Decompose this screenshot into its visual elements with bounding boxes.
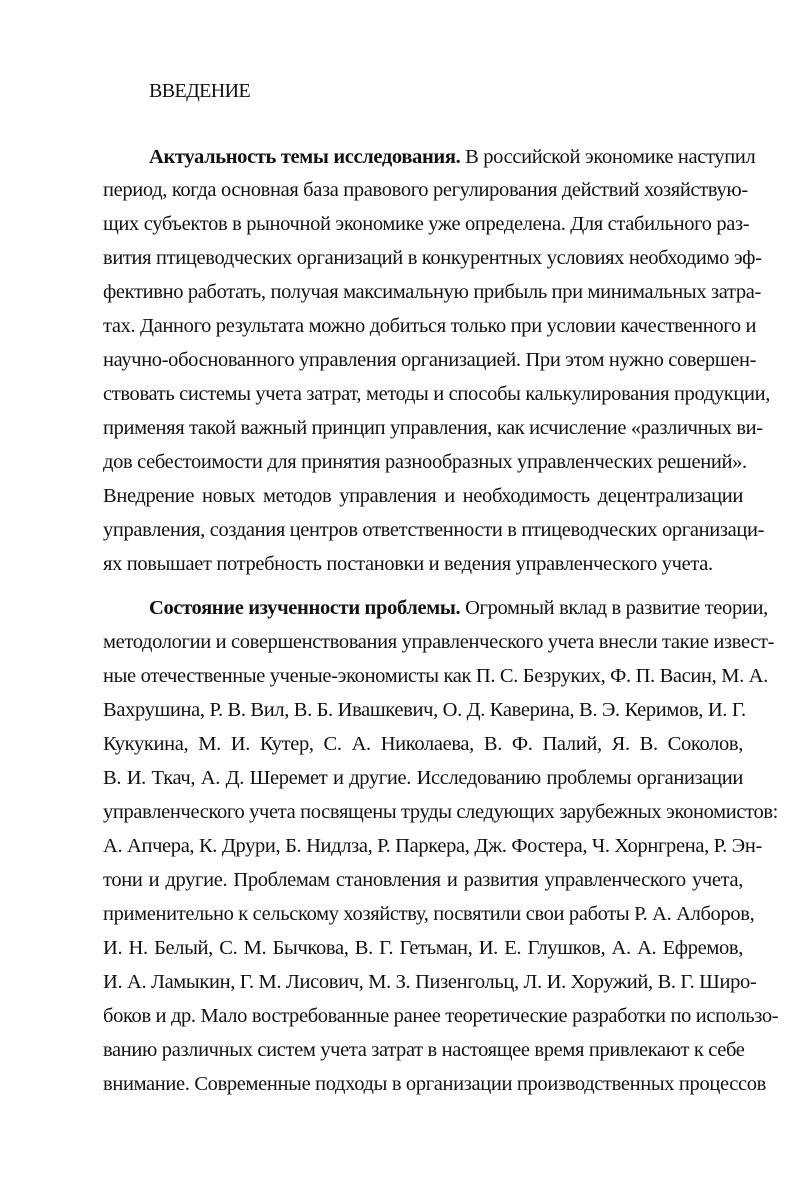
text-line: тах. Данного результата можно добиться только при условии качественного и [103,315,757,337]
text-line: методологии и совершенствования управленческого учета внесли такие извест- [103,631,775,653]
paragraph-2-line-1 [149,592,768,624]
paragraph-2-bold-lead: Состояние изученности проблемы. [149,597,461,619]
text-line: Огромный вклад в развитие теории, [460,597,768,619]
text-line: применительно к сельскому хозяйству, посвятили свои работы Р. А. Алборов, [103,903,755,925]
text-line: В российской экономике наступил [460,146,756,168]
text-line: научно-обоснованного управления организацией. При этом нужно совершен- [103,349,757,371]
text-line: боков и др. Мало востребованные ранее теоретические разработки по использо- [103,1005,779,1027]
paragraph-1-line-1 [149,141,756,173]
page-heading: ВВЕДЕНИЕ [149,80,251,102]
text-line: тони и другие. Проблемам становления и развития управленческого учета, [103,869,743,891]
text-line: применяя такой важный принцип управления, как исчисление «различных ви- [103,417,763,439]
text-line: ванию различных систем учета затрат в настоящее время привлекают к себе [103,1039,745,1061]
text-line: ные отечественные ученые-экономисты как П. С. Безруких, Ф. П. Васин, М. А. [103,665,768,687]
text-line: Вахрушина, Р. В. Вил, В. Б. Ивашкевич, О. Д. Каверина, В. Э. Керимов, И. Г. [103,699,746,721]
text-line: управленческого учета посвящены труды следующих зарубежных экономистов: [103,801,779,823]
text-line: ствовать системы учета затрат, методы и способы калькулирования продукции, [103,383,771,405]
text-line: И. А. Ламыкин, Г. М. Лисович, М. З. Пизенгольц, Л. И. Хоружий, В. Г. Широ- [103,971,757,993]
text-line: В. И. Ткач, А. Д. Шеремет и другие. Исследованию проблемы организации [103,767,743,789]
text-line: внимание. Современные подходы в организации производственных процессов [103,1073,766,1095]
text-line: дов себестоимости для принятия разнообразных управленческих решений». [103,451,747,473]
text-line: щих субъектов в рыночной экономике уже определена. Для стабильного раз- [103,213,750,235]
text-line: А. Апчера, К. Друри, Б. Нидлза, Р. Паркера, Дж. Фостера, Ч. Хорнгрена, Р. Эн- [103,835,762,857]
text-line: ях повышает потребность постановки и ведения управленческого учета. [103,553,713,575]
text-line: управления, создания центров ответственности в птицеводческих организаци- [103,519,765,541]
text-line: вития птицеводческих организаций в конкурентных условиях необходимо эф- [103,247,762,269]
text-line: Кукукина, М. И. Кутер, С. А. Николаева, В. Ф. Палий, Я. В. Соколов, [103,733,743,755]
text-line: период, когда основная база правового регулирования действий хозяйствую- [103,179,748,201]
paragraph-1-bold-lead: Актуальность темы исследования. [149,146,461,168]
text-line: Внедрение новых методов управления и необходимость децентрализации [103,485,743,507]
text-line: И. Н. Белый, С. М. Бычкова, В. Г. Гетьман, И. Е. Глушков, А. А. Ефремов, [103,937,743,959]
text-line: фективно работать, получая максимальную прибыль при минимальных затра- [103,281,761,303]
